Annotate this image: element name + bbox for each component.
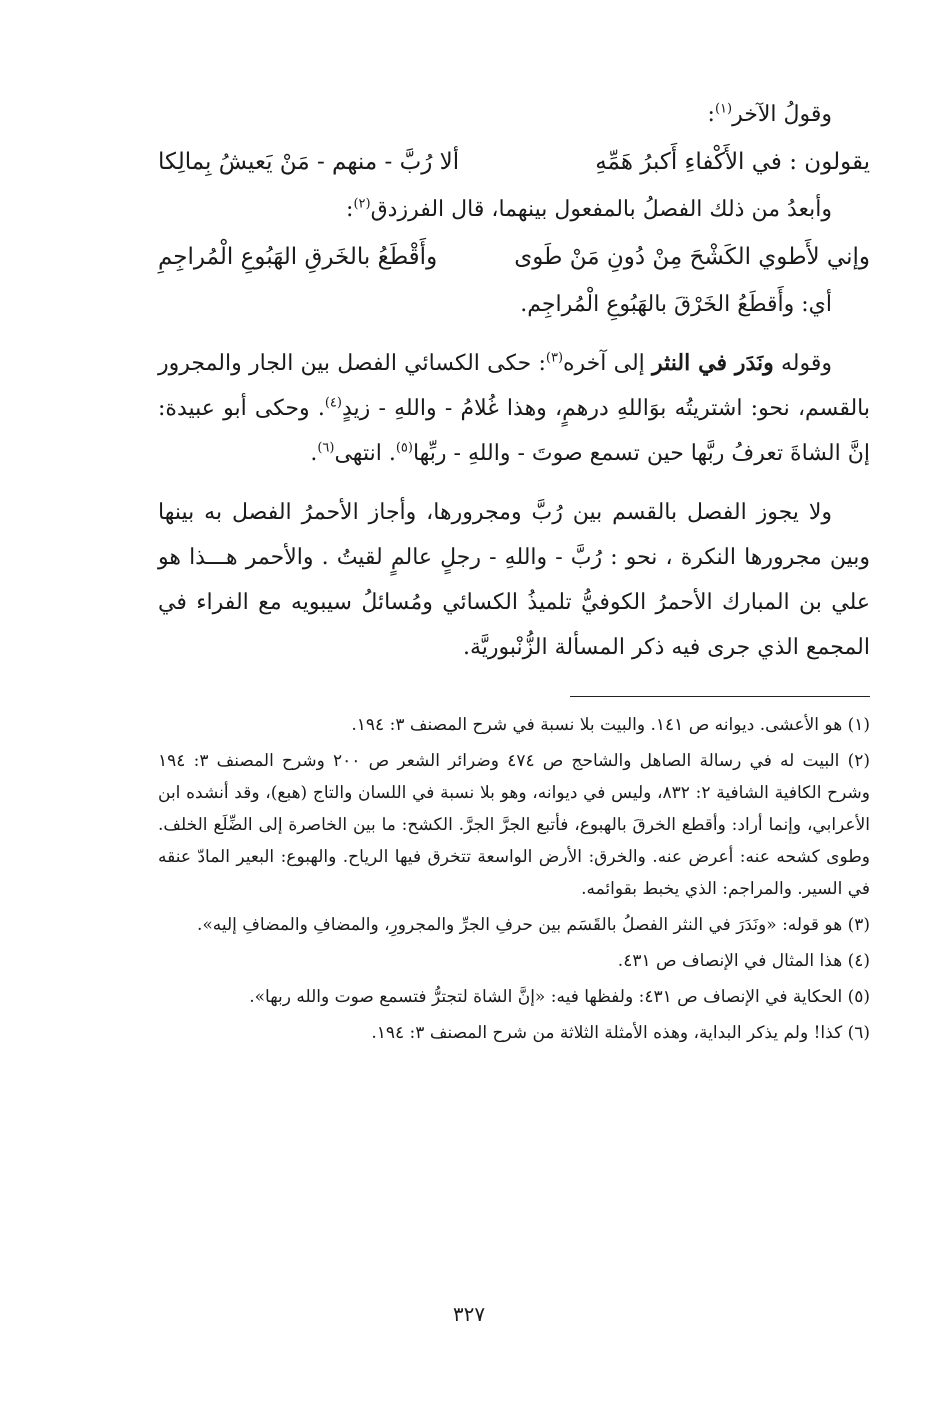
footnote-number: (١) — [847, 715, 870, 735]
page-number: ٣٢٧ — [452, 1302, 486, 1326]
verse-2 — [158, 232, 870, 282]
main-text — [158, 92, 870, 670]
intro-colon: : — [707, 102, 715, 127]
footnote-text: هذا المثال في الإنصاف ص ٤٣١. — [617, 951, 843, 971]
footnote-6 — [158, 1017, 870, 1049]
footnote-ref[interactable]: (١) — [714, 101, 733, 117]
paragraph-text: : حكى الكسائي الفصل بين الجار والمجرور بالقسم، نحو: اشتريتُه بوَاللهِ درهمٍ، وهذا غُلامُ - واللهِ - زيدٍ — [158, 351, 870, 421]
footnote-text: هو قوله: «ونَدَرَ في النثر الفصلُ بالقَسَم بين حرفِ الجرِّ والمجرورِ، والمضافِ والمضافِ إليه». — [196, 915, 843, 935]
verse-1-first-hemistich: يقولون : في الأَكْفاءِ أَكبرُ هَمِّهِ — [595, 149, 870, 175]
footnote-ref[interactable]: (٦) — [317, 440, 335, 456]
verse-1 — [158, 137, 870, 187]
footnotes — [158, 709, 870, 1049]
footnote-number: (٤) — [847, 951, 870, 971]
footnote-text: كذا! ولم يذكر البداية، وهذه الأمثلة الثلاثة من شرح المصنف ٣: ١٩٤. — [371, 1023, 843, 1043]
paragraph-text: وقوله — [773, 351, 833, 376]
footnote-2 — [158, 745, 870, 905]
intro-line-1 — [158, 92, 870, 137]
footnote-ref[interactable]: (٤) — [324, 395, 342, 411]
page-body — [158, 92, 870, 1053]
footnote-text: هو الأعشى. ديوانه ص ١٤١. والبيت بلا نسبة في شرح المصنف ٣: ١٩٤. — [351, 715, 843, 735]
verse-2-first-hemistich: وإني لأَطوي الكَشْحَ مِنْ دُونِ مَنْ طَوى — [514, 244, 870, 270]
footnote-number: (٦) — [847, 1023, 870, 1043]
explanation-line: أي: وأَقطَعُ الخَرْقَ بالهَبُوعِ الْمُراجِم. — [520, 292, 832, 317]
paragraph-text: . وحكى أبو عبيدة: إنَّ الشاةَ تعرفُ ربَّها حين تسمع صوتَ - واللهِ - ربِّها — [158, 396, 870, 466]
footnote-ref[interactable]: (٥) — [395, 440, 413, 456]
paragraph-1 — [158, 341, 870, 476]
intro-colon: : — [346, 197, 354, 222]
quoted-phrase: ونَدَر في النثر — [652, 350, 774, 376]
footnote-text: الحكاية في الإنصاف ص ٤٣١: ولفظها فيه: «إنَّ الشاة لتجترُّ فتسمع صوت والله ربها». — [249, 987, 843, 1007]
verse-1-second-hemistich: ألا رُبَّ - منهم - مَنْ يَعيشُ بِمالِكا — [158, 149, 460, 175]
footnote-1 — [158, 709, 870, 741]
footnote-ref[interactable]: (٣) — [545, 350, 564, 366]
footnote-ref[interactable]: (٢) — [353, 196, 371, 212]
intro-text: وأبعدُ من ذلك الفصلُ بالمفعول بينهما، قال الفرزدق — [370, 197, 832, 222]
paragraph-text: إلى آخره — [563, 351, 652, 376]
footnote-number: (٢) — [847, 751, 870, 771]
footnote-number: (٣) — [847, 915, 870, 935]
verse-2-second-hemistich: وأَقْطَعُ بالخَرقِ الهَبُوعِ الْمُراجِمِ — [158, 244, 438, 270]
footnote-4 — [158, 945, 870, 977]
footnote-text: البيت له في رسالة الصاهل والشاحج ص ٤٧٤ وضرائر الشعر ص ٢٠٠ وشرح المصنف ٣: ١٩٤ وشرح الكافية الشافية ٢: ٨٣٢، وليس في ديوانه، وهو بلا نسبة في اللسان والتاج (هبع)، وقد أنشده ابن الأعرابي، وإنما أراد: وأقطع الخرقَ بالهبوع، فأتبع الجرَّ الجرَّ. الكشح: ما بين الخاصرة إلى الضِّلَع الخلف. وطوى كشحه عنه: أعرض عنه. والخرق: الأرض الواسعة تتخرق فيها الرياح. والهبوع: البعير المادّ عنقه في السير. والمراجم: الذي يخبط بقوائمه. — [158, 751, 870, 899]
footnote-divider — [570, 696, 870, 697]
intro-line-2 — [158, 187, 870, 232]
footnote-3 — [158, 909, 870, 941]
intro-text: وقولُ الآخر — [732, 102, 832, 127]
paragraph-text: . — [310, 441, 318, 466]
paragraph-text: . انتهى — [334, 441, 396, 466]
paragraph-2: ولا يجوز الفصل بالقسم بين رُبَّ ومجرورها، وأجاز الأحمرُ الفصل به بينها وبين مجرورها النكرة ، نحو : رُبَّ - واللهِ - رجلٍ عالمٍ لقيتُ . والأحمر هـــذا هو علي بن المبارك الأحمرُ الكوفيُّ تلميذُ الكسائي ومُسائلُ سيبويه مع الفراء في المجمع الذي جرى فيه ذكر المسألة الزُّنْبوريَّة. — [158, 500, 870, 660]
footnote-number: (٥) — [847, 987, 870, 1007]
footnote-5 — [158, 981, 870, 1013]
